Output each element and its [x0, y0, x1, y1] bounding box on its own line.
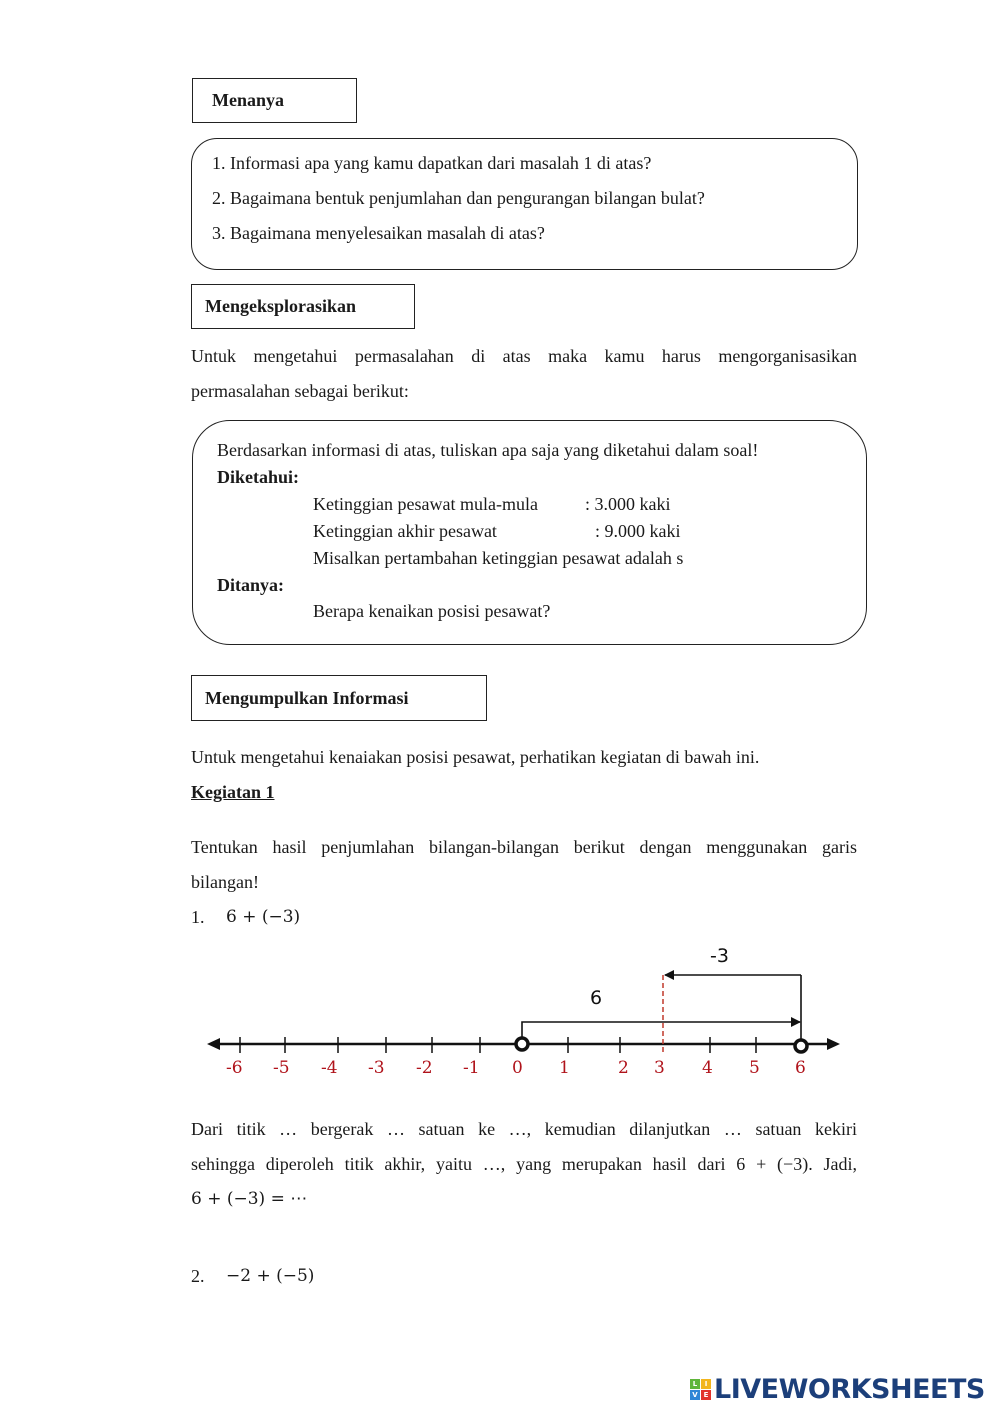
logo-letter-i: I: [701, 1379, 711, 1389]
known-item-label: Misalkan pertambahan ketinggian pesawat adalah s: [313, 548, 684, 568]
number-line-diagram: [0, 930, 1000, 1090]
activity-instruction-line2: bilangan!: [191, 872, 259, 892]
known-item-label: Ketinggian pesawat mula-mula: [313, 494, 538, 514]
tick-label: 1: [559, 1058, 570, 1078]
live-icon: [690, 1379, 711, 1400]
axis-left-arrow-icon: [207, 1038, 220, 1050]
axis-right-arrow-icon: [827, 1038, 840, 1050]
mengeksplorasikan-heading: Mengeksplorasikan: [205, 296, 357, 316]
box-instruction: Berdasarkan informasi di atas, tuliskan apa saja yang diketahui dalam soal!: [217, 440, 759, 460]
problem2-number: 2.: [191, 1266, 205, 1286]
fill-text-line3: 6 + (−3) = ⋯: [191, 1189, 308, 1209]
known-asked-box: [192, 420, 867, 645]
question-item: 3. Bagaimana menyelesaikan masalah di atas?: [212, 223, 545, 243]
logo-text: LIVEWORKSHEETS: [714, 1374, 985, 1405]
problem1-expression: 6 + (−3): [226, 907, 301, 927]
first-jump-arrow: [522, 1022, 800, 1040]
known-item-value: : 9.000 kaki: [595, 521, 681, 541]
mengumpulkan-heading-box: [191, 675, 487, 721]
tick-label: 4: [702, 1058, 713, 1078]
tick-label: 5: [749, 1058, 760, 1078]
tick-label: 0: [512, 1058, 523, 1078]
explore-intro-line1: Untuk mengetahui permasalahan di atas maka kamu harus mengorganisasikan: [191, 346, 857, 366]
known-item-value: : 3.000 kaki: [585, 494, 671, 514]
menanya-heading-box: [192, 78, 357, 123]
tick-label: -4: [321, 1058, 338, 1078]
logo-letter-e: E: [701, 1390, 711, 1400]
collect-intro: Untuk mengetahui kenaiakan posisi pesawat, perhatikan kegiatan di bawah ini.: [191, 747, 760, 767]
tick-label: -6: [226, 1058, 243, 1078]
fill-text-line1: Dari titik … bergerak … satuan ke …, kemudian dilanjutkan … satuan kekiri: [191, 1119, 857, 1139]
explore-intro-line2: permasalahan sebagai berikut:: [191, 381, 409, 401]
end-point-marker: [795, 1040, 807, 1052]
logo-letter-v: V: [690, 1390, 700, 1400]
question-item: 1. Informasi apa yang kamu dapatkan dari masalah 1 di atas?: [212, 153, 652, 173]
mengumpulkan-heading: Mengumpulkan Informasi: [205, 687, 409, 708]
tick-label: 2: [618, 1058, 629, 1078]
activity-instruction-line1: Tentukan hasil penjumlahan bilangan-bilangan berikut dengan menggunakan garis: [191, 837, 857, 857]
tick-label: 3: [654, 1058, 665, 1078]
tick-label: -5: [273, 1058, 290, 1078]
fill-text-line2: sehingga diperoleh titik akhir, yaitu …, yang merupakan hasil dari 6 + (−3). Jadi,: [191, 1154, 857, 1174]
known-item-label: Ketinggian akhir pesawat: [313, 521, 497, 541]
tick-label: -3: [368, 1058, 385, 1078]
second-jump-label: -3: [710, 945, 729, 967]
asked-text: Berapa kenaikan posisi pesawat?: [313, 601, 551, 621]
menanya-heading: Menanya: [212, 90, 284, 110]
first-jump-label: 6: [590, 987, 603, 1009]
question-item: 2. Bagaimana bentuk penjumlahan dan pengurangan bilangan bulat?: [212, 188, 705, 208]
tick-label: 6: [795, 1058, 806, 1078]
logo-letter-l: L: [690, 1379, 700, 1389]
problem2-expression: −2 + (−5): [226, 1266, 315, 1286]
start-point-marker: [516, 1038, 528, 1050]
mengeksplorasikan-heading-box: [191, 284, 415, 329]
liveworksheets-logo: [690, 1374, 985, 1405]
activity-title: Kegiatan 1: [191, 782, 275, 802]
menanya-questions-box: [191, 138, 858, 270]
known-label: Diketahui:: [217, 467, 300, 487]
problem1-number: 1.: [191, 907, 205, 927]
asked-label: Ditanya:: [217, 575, 284, 595]
tick-label: -2: [416, 1058, 433, 1078]
tick-label: -1: [463, 1058, 480, 1078]
